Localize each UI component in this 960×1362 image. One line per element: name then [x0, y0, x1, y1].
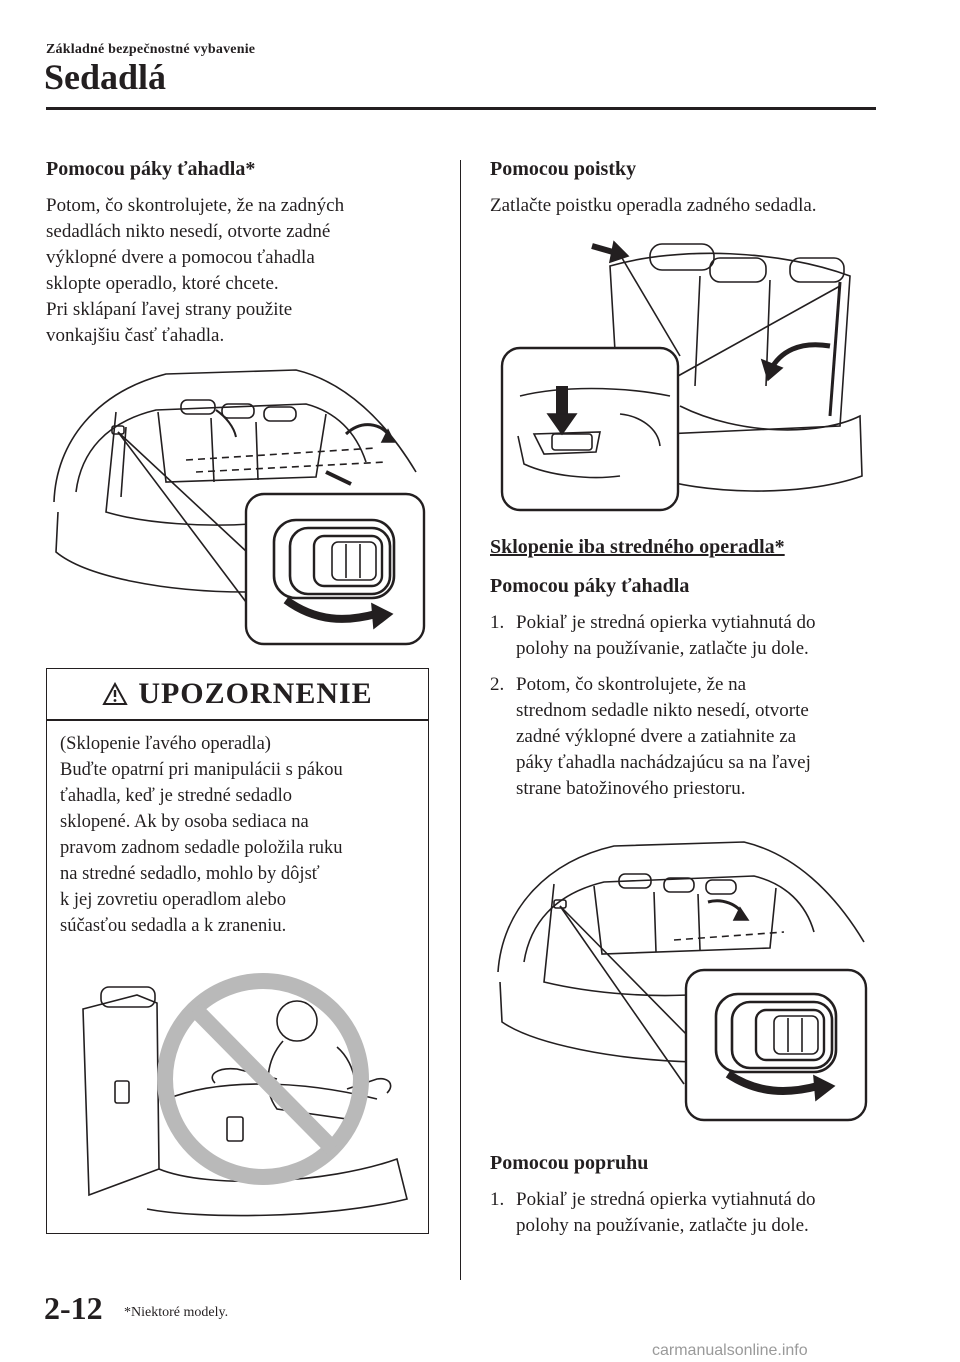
seat-lock-illustration [500, 236, 870, 512]
list-item-line: strane batožinového priestoru. [516, 778, 746, 799]
breadcrumb: Základné bezpečnostné vybavenie [46, 42, 256, 57]
page-title: Sedadlá [44, 57, 167, 97]
list-item [490, 1187, 890, 1239]
left-column [46, 158, 446, 349]
warning-rule [47, 719, 428, 721]
watermark: carmanualsonline.info [652, 1342, 808, 1359]
warning-header [47, 669, 428, 719]
list-item-line: zadné výklopné dvere a zatiahnite za [516, 726, 797, 747]
list-item-text [516, 672, 811, 802]
strap-steps-list [490, 1187, 890, 1239]
list-item-line: Potom, čo skontrolujete, že na [516, 674, 747, 695]
list-item-line: strednom sedadle nikto nesedí, otvorte [516, 700, 809, 721]
list-item-number: 1. [490, 1189, 505, 1210]
warning-line: Buďte opatrní pri manipulácii s pákou [60, 760, 343, 780]
right-heading-lever: Pomocou páky ťahadla [490, 575, 690, 597]
page-number: 2-12 [44, 1290, 103, 1326]
right-column-bottom [490, 1152, 890, 1249]
warning-title: UPOZORNENIE [138, 677, 373, 710]
cargo-lever-illustration [46, 352, 430, 648]
right-column-middle [490, 536, 890, 812]
left-paragraph [46, 193, 446, 349]
warning-line: pravom zadnom sedadle položila ruku [60, 838, 343, 858]
list-item-line: Pokiaľ je stredná opierka vytiahnutá do [516, 1189, 816, 1210]
prohibited-hand-illustration [77, 969, 417, 1227]
list-item [490, 672, 890, 802]
middle-lever-illustration [494, 832, 874, 1124]
left-paragraph-line: výklopné dvere a pomocou ťahadla [46, 247, 315, 268]
warning-triangle-icon [102, 682, 128, 706]
left-paragraph-line: sedadlách nikto nesedí, otvorte zadné [46, 221, 331, 242]
left-paragraph-line: vonkajšiu časť ťahadla. [46, 325, 225, 346]
title-rule [46, 107, 876, 110]
list-item-line: polohy na používanie, zatlačte ju dole. [516, 1215, 809, 1236]
right-heading-strap: Pomocou popruhu [490, 1152, 649, 1174]
list-item-line: polohy na používanie, zatlačte ju dole. [516, 638, 809, 659]
list-item-line: páky ťahadla nachádzajúcu sa na ľavej [516, 752, 811, 773]
warning-line: súčasťou sedadla a k zraneniu. [60, 916, 287, 936]
warning-box [46, 668, 429, 1234]
warning-line: sklopené. Ak by osoba sediaca na [60, 812, 309, 832]
warning-line: k jej zovretiu operadlom alebo [60, 890, 287, 910]
list-item-text [516, 1187, 816, 1239]
section-heading-middle-backrest: Sklopenie iba stredného operadla* [490, 536, 785, 558]
warning-text [60, 731, 420, 939]
list-item-text [516, 610, 816, 662]
right-heading-lock: Pomocou poistky [490, 158, 637, 180]
column-divider [460, 160, 461, 1280]
warning-line: (Sklopenie ľavého operadla) [60, 734, 271, 754]
left-paragraph-line: Potom, čo skontrolujete, že na zadných [46, 195, 345, 216]
list-item-number: 1. [490, 612, 505, 633]
list-item-line: Pokiaľ je stredná opierka vytiahnutá do [516, 612, 816, 633]
left-heading: Pomocou páky ťahadla* [46, 158, 256, 180]
warning-line: ťahadla, keď je stredné sedadlo [60, 786, 293, 806]
list-item-number: 2. [490, 674, 505, 695]
left-paragraph-line: Pri sklápaní ľavej strany použite [46, 299, 293, 320]
right-paragraph-lock: Zatlačte poistku operadla zadného sedadla. [490, 195, 817, 216]
warning-line: na stredné sedadlo, mohlo by dôjsť [60, 864, 320, 884]
left-paragraph-line: sklopte operadlo, ktoré chcete. [46, 273, 279, 294]
lever-steps-list [490, 610, 890, 802]
list-item [490, 610, 890, 662]
right-column-top [490, 158, 890, 219]
footnote: *Niektoré modely. [124, 1305, 229, 1320]
